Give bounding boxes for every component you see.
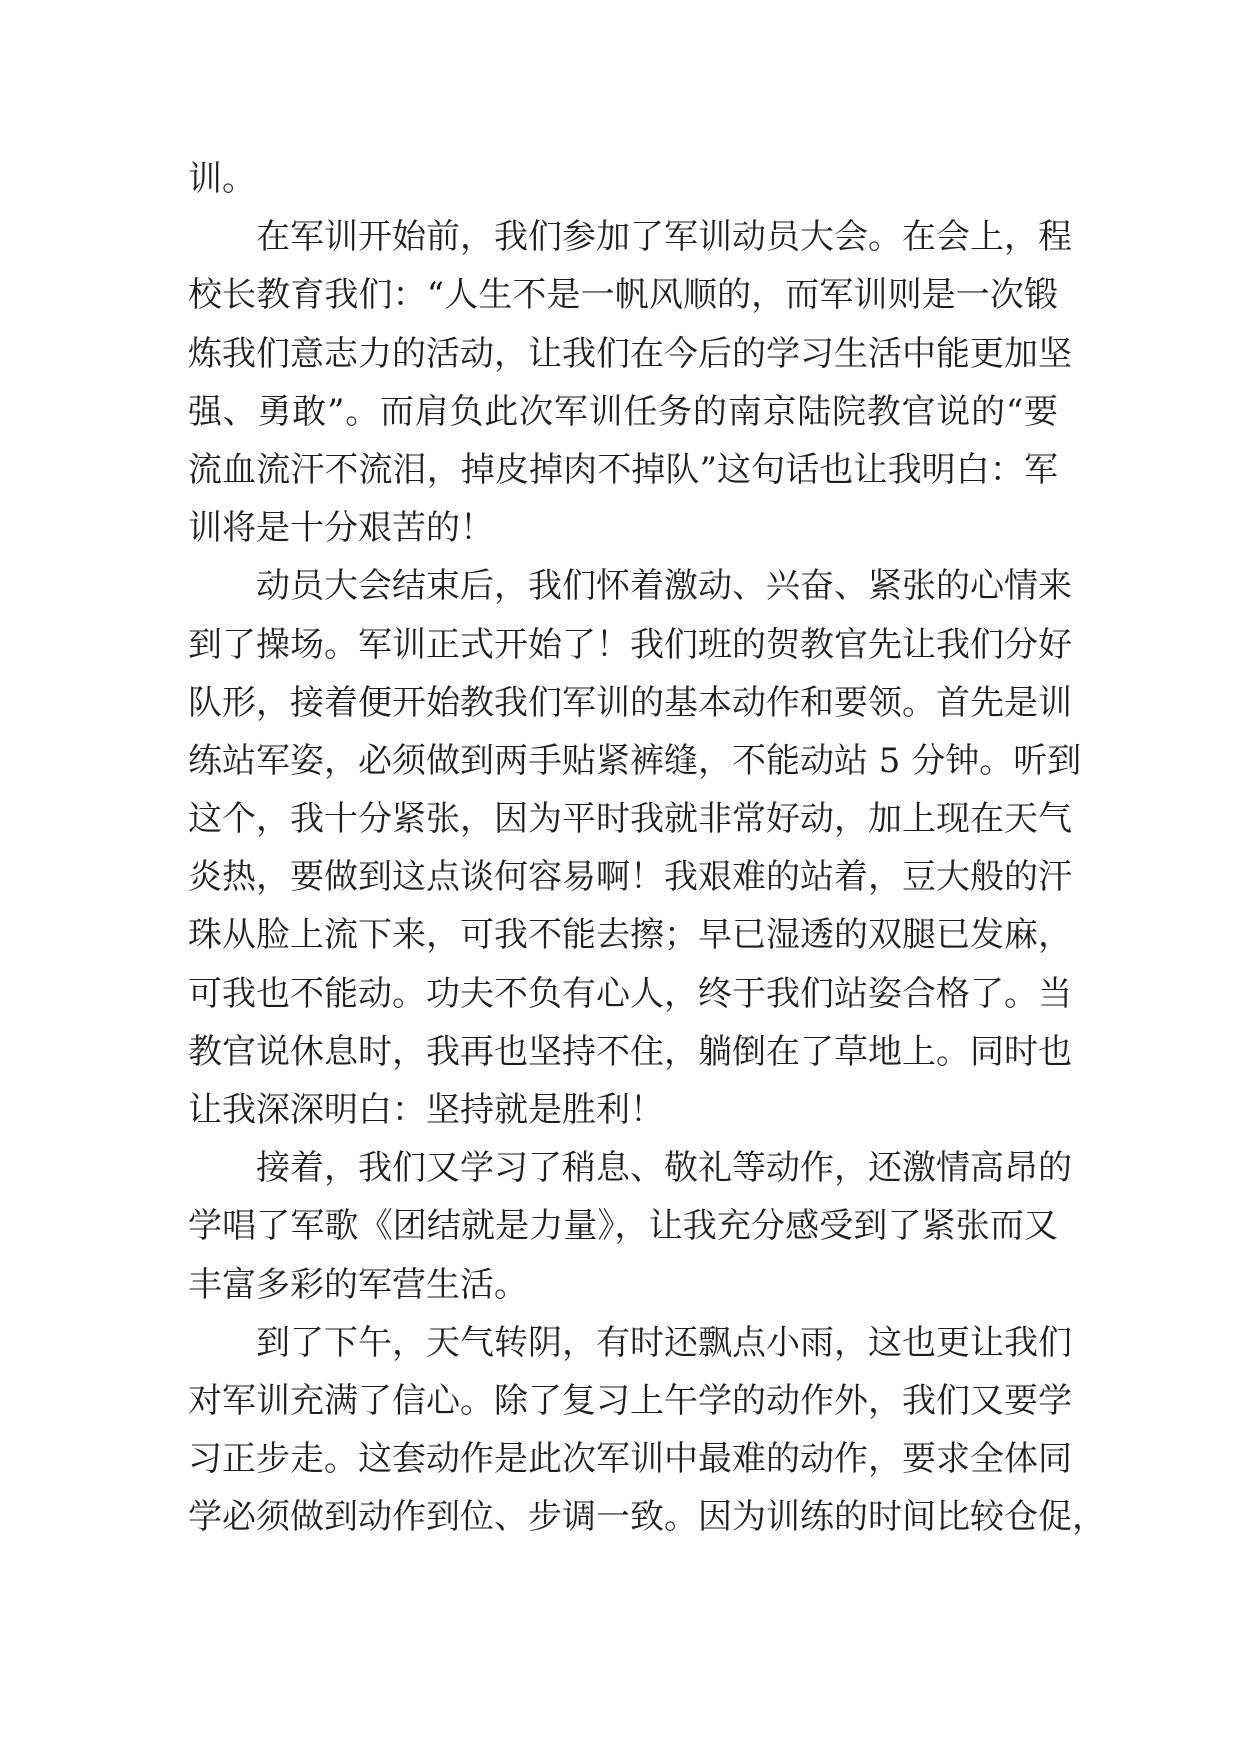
text-line: 校长教育我们：“人生不是一帆风顺的，而军训则是一次锻 [188, 275, 1058, 316]
text-line: 队形，接着便开始教我们军训的基本动作和要领。首先是训 [188, 682, 1072, 723]
text-line: 习正步走。这套动作是此次军训中最难的动作，要求全体同 [188, 1439, 1072, 1480]
text-line: 学必须做到动作到位、步调一致。因为训练的时间比较仓促， [188, 1497, 1106, 1538]
text-line: 炼我们意志力的活动，让我们在今后的学习生活中能更加坚 [188, 333, 1072, 374]
text-line: 对军训充满了信心。除了复习上午学的动作外，我们又要学 [188, 1380, 1072, 1421]
text-line: 学唱了军歌《团结就是力量》，让我充分感受到了紧张而又 [188, 1206, 1058, 1247]
text-line: 炎热，要做到这点谈何容易啊！我艰难的站着，豆大般的汗 [188, 857, 1072, 898]
text-line: 在军训开始前，我们参加了军训动员大会。在会上，程 [256, 217, 1072, 258]
text-line: 流血流汗不流泪，掉皮掉肉不掉队”这句话也让我明白：军 [188, 449, 1058, 490]
text-line: 动员大会结束后，我们怀着激动、兴奋、紧张的心情来 [256, 566, 1072, 607]
text-line: 强、勇敢”。而肩负此次军训任务的南京陆院教官说的“要 [188, 391, 1058, 432]
document-body [188, 150, 1106, 1547]
text-line: 训。 [188, 159, 256, 199]
text-line: 到了操场。军训正式开始了！我们班的贺教官先让我们分好 [188, 624, 1072, 665]
text-line: 丰富多彩的军营生活。 [188, 1264, 528, 1305]
text-line: 训将是十分艰苦的！ [188, 508, 494, 549]
text-line: 教官说休息时，我再也坚持不住，躺倒在了草地上。同时也 [188, 1031, 1072, 1072]
text-line: 珠从脸上流下来，可我不能去擦；早已湿透的双腿已发麻， [188, 915, 1072, 956]
text-line: 到了下午，天气转阴，有时还飘点小雨，这也更让我们 [256, 1322, 1072, 1363]
text-line: 这个，我十分紧张，因为平时我就非常好动，加上现在天气 [188, 799, 1072, 840]
text-line: 让我深深明白：坚持就是胜利！ [188, 1090, 664, 1130]
text-line: 接着，我们又学习了稍息、敬礼等动作，还激情高昂的 [256, 1148, 1072, 1189]
text-line: 练站军姿，必须做到两手贴紧裤缝，不能动站 5 分钟。听到 [188, 740, 1082, 781]
text-line: 可我也不能动。功夫不负有心人，终于我们站姿合格了。当 [188, 973, 1072, 1014]
